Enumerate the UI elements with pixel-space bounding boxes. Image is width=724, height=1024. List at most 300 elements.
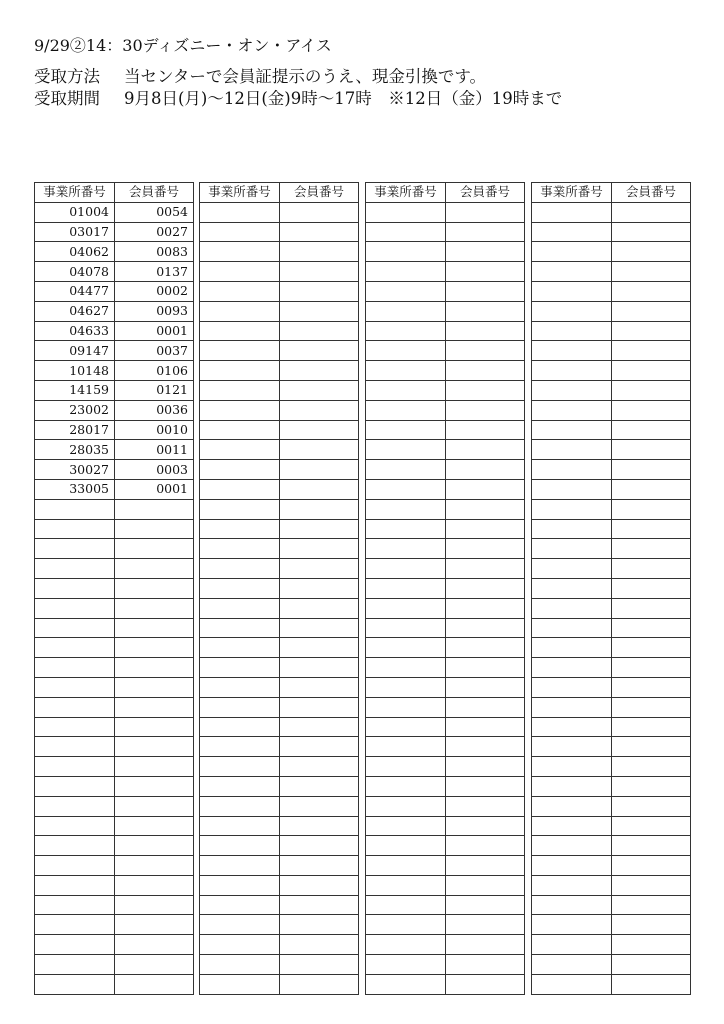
office-number-cell — [35, 697, 115, 717]
office-number-cell — [35, 955, 115, 975]
office-number-cell — [366, 816, 446, 836]
office-number-cell — [35, 796, 115, 816]
table-row — [532, 499, 691, 519]
office-number-cell — [200, 420, 280, 440]
table-row — [366, 915, 525, 935]
office-number-cell — [35, 737, 115, 757]
member-number-cell — [446, 618, 525, 638]
office-number-cell — [532, 974, 612, 994]
office-number-cell — [200, 539, 280, 559]
table-row — [366, 598, 525, 618]
table-row — [532, 321, 691, 341]
member-number-cell — [612, 717, 691, 737]
office-number-cell — [366, 559, 446, 579]
member-number-cell — [446, 341, 525, 361]
table-row — [366, 281, 525, 301]
office-number-header: 事業所番号 — [35, 183, 115, 203]
member-number-cell — [446, 262, 525, 282]
office-number-cell — [532, 321, 612, 341]
member-number-cell — [446, 420, 525, 440]
member-number-cell — [115, 578, 194, 598]
office-number-cell — [200, 895, 280, 915]
table-row — [200, 420, 359, 440]
table-row — [366, 677, 525, 697]
office-number-cell — [532, 400, 612, 420]
table-row — [366, 361, 525, 381]
table-row — [366, 776, 525, 796]
office-number-cell — [200, 578, 280, 598]
member-number-cell — [280, 836, 359, 856]
table-row — [366, 499, 525, 519]
office-number-cell — [200, 677, 280, 697]
office-number-cell — [532, 202, 612, 222]
table-row — [532, 341, 691, 361]
office-number-cell: 30027 — [35, 460, 115, 480]
office-number-cell — [200, 341, 280, 361]
office-number-cell — [532, 658, 612, 678]
member-number-cell — [446, 519, 525, 539]
table-row — [200, 400, 359, 420]
member-number-cell — [612, 361, 691, 381]
office-number-cell — [532, 519, 612, 539]
member-number-cell — [446, 479, 525, 499]
member-number-cell — [115, 598, 194, 618]
table-row — [35, 875, 194, 895]
table-row — [366, 222, 525, 242]
office-number-cell — [200, 935, 280, 955]
member-table-1 — [34, 182, 194, 995]
member-number-cell — [446, 697, 525, 717]
member-number-cell — [612, 578, 691, 598]
table-row — [200, 321, 359, 341]
table-row — [200, 935, 359, 955]
receipt-period-line — [34, 88, 704, 110]
office-number-header: 事業所番号 — [200, 183, 280, 203]
member-number-cell — [612, 499, 691, 519]
table-row — [200, 875, 359, 895]
table-row — [532, 796, 691, 816]
office-number-cell — [532, 281, 612, 301]
table-row — [200, 974, 359, 994]
office-number-cell — [200, 638, 280, 658]
table-row — [35, 262, 194, 282]
table-row — [532, 974, 691, 994]
member-number-cell — [446, 499, 525, 519]
office-number-cell — [35, 915, 115, 935]
table-row — [35, 915, 194, 935]
member-number-cell: 0002 — [115, 281, 194, 301]
office-number-cell — [366, 242, 446, 262]
member-number-cell — [446, 578, 525, 598]
office-number-cell — [532, 895, 612, 915]
office-number-cell — [200, 776, 280, 796]
table-row — [200, 658, 359, 678]
table-row — [532, 400, 691, 420]
member-number-cell — [280, 638, 359, 658]
table-row — [35, 479, 194, 499]
table-row — [35, 955, 194, 975]
receipt-method-value: 当センターで会員証提示のうえ、現金引換です。 — [124, 67, 487, 86]
table-row — [532, 301, 691, 321]
office-number-cell: 03017 — [35, 222, 115, 242]
member-number-cell — [280, 341, 359, 361]
member-number-cell — [280, 757, 359, 777]
member-number-cell — [446, 875, 525, 895]
table-row — [366, 400, 525, 420]
office-number-cell — [35, 559, 115, 579]
member-number-cell — [612, 281, 691, 301]
office-number-cell — [200, 440, 280, 460]
table-row — [35, 677, 194, 697]
member-number-cell — [612, 380, 691, 400]
table-row — [366, 321, 525, 341]
table-row — [200, 440, 359, 460]
table-row — [366, 539, 525, 559]
member-number-cell — [280, 737, 359, 757]
member-number-cell — [280, 875, 359, 895]
table-row — [366, 440, 525, 460]
office-number-cell — [200, 856, 280, 876]
office-number-cell — [35, 717, 115, 737]
member-number-cell — [446, 281, 525, 301]
table-row — [532, 697, 691, 717]
office-number-cell — [35, 836, 115, 856]
table-row — [35, 499, 194, 519]
member-number-cell: 0001 — [115, 321, 194, 341]
member-number-cell — [446, 935, 525, 955]
receipt-method-line — [34, 66, 704, 88]
office-number-cell — [35, 935, 115, 955]
member-number-cell — [612, 262, 691, 282]
member-number-cell — [115, 895, 194, 915]
member-number-cell — [280, 578, 359, 598]
member-number-cell — [115, 796, 194, 816]
office-number-cell — [200, 737, 280, 757]
office-number-cell — [532, 836, 612, 856]
member-number-cell — [446, 539, 525, 559]
office-number-cell: 04477 — [35, 281, 115, 301]
office-number-cell — [532, 935, 612, 955]
office-number-cell — [35, 895, 115, 915]
office-number-cell — [200, 816, 280, 836]
office-number-cell — [532, 816, 612, 836]
table-row — [532, 638, 691, 658]
table-row — [35, 440, 194, 460]
office-number-cell — [532, 479, 612, 499]
table-row — [35, 361, 194, 381]
member-number-cell: 0003 — [115, 460, 194, 480]
member-number-cell — [446, 559, 525, 579]
table-row — [366, 638, 525, 658]
table-row — [532, 717, 691, 737]
member-number-cell — [280, 499, 359, 519]
table-row — [35, 242, 194, 262]
office-number-cell — [366, 658, 446, 678]
table-row — [366, 380, 525, 400]
member-number-cell — [612, 757, 691, 777]
table-row — [35, 836, 194, 856]
office-number-cell — [532, 757, 612, 777]
member-number-cell — [280, 202, 359, 222]
table-row — [532, 598, 691, 618]
table-row — [35, 935, 194, 955]
member-number-cell — [115, 519, 194, 539]
member-number-cell — [612, 856, 691, 876]
office-number-cell: 33005 — [35, 479, 115, 499]
office-number-cell: 04078 — [35, 262, 115, 282]
table-row — [35, 697, 194, 717]
member-number-cell — [612, 915, 691, 935]
office-number-cell — [532, 796, 612, 816]
office-number-cell — [200, 222, 280, 242]
table-row — [35, 222, 194, 242]
office-number-cell — [532, 420, 612, 440]
office-number-cell — [366, 479, 446, 499]
member-number-cell — [612, 816, 691, 836]
office-number-cell: 09147 — [35, 341, 115, 361]
member-number-cell: 0121 — [115, 380, 194, 400]
member-number-cell — [280, 915, 359, 935]
office-number-cell — [35, 598, 115, 618]
table-row — [200, 895, 359, 915]
member-number-cell: 0083 — [115, 242, 194, 262]
table-row — [35, 816, 194, 836]
member-number-cell — [115, 717, 194, 737]
table-row — [366, 935, 525, 955]
office-number-cell — [366, 895, 446, 915]
table-row — [366, 974, 525, 994]
member-number-cell — [446, 598, 525, 618]
office-number-cell — [35, 816, 115, 836]
member-number-header: 会員番号 — [446, 183, 525, 203]
table-row — [366, 757, 525, 777]
office-number-cell: 23002 — [35, 400, 115, 420]
table-row — [35, 202, 194, 222]
office-number-cell: 01004 — [35, 202, 115, 222]
member-number-cell — [280, 717, 359, 737]
member-number-cell — [115, 856, 194, 876]
table-header-row — [366, 183, 525, 203]
member-number-cell — [612, 479, 691, 499]
member-number-cell — [115, 915, 194, 935]
member-number-cell — [446, 321, 525, 341]
table-row — [532, 776, 691, 796]
office-number-cell — [200, 380, 280, 400]
member-number-cell — [446, 955, 525, 975]
table-row — [200, 757, 359, 777]
office-number-cell — [35, 539, 115, 559]
office-number-cell — [366, 380, 446, 400]
member-number-cell — [446, 915, 525, 935]
table-row — [35, 598, 194, 618]
office-number-header: 事業所番号 — [532, 183, 612, 203]
office-number-cell — [532, 440, 612, 460]
table-row — [532, 460, 691, 480]
office-number-cell — [366, 420, 446, 440]
office-number-cell — [366, 578, 446, 598]
office-number-cell — [200, 479, 280, 499]
table-row — [532, 955, 691, 975]
member-number-cell — [115, 658, 194, 678]
office-number-cell — [35, 519, 115, 539]
member-number-cell — [612, 202, 691, 222]
table-row — [200, 856, 359, 876]
office-number-cell — [200, 361, 280, 381]
table-row — [366, 202, 525, 222]
table-row — [200, 460, 359, 480]
table-row — [532, 757, 691, 777]
member-number-cell: 0093 — [115, 301, 194, 321]
office-number-cell — [532, 460, 612, 480]
office-number-cell — [200, 499, 280, 519]
table-row — [200, 380, 359, 400]
table-row — [366, 875, 525, 895]
member-table-2 — [199, 182, 359, 995]
member-number-cell — [280, 479, 359, 499]
office-number-cell — [366, 598, 446, 618]
table-row — [532, 539, 691, 559]
member-number-cell — [612, 242, 691, 262]
office-number-cell — [532, 915, 612, 935]
office-number-cell — [200, 400, 280, 420]
office-number-cell — [366, 757, 446, 777]
office-number-cell — [532, 380, 612, 400]
member-number-cell — [115, 559, 194, 579]
member-number-cell — [446, 638, 525, 658]
table-row — [35, 380, 194, 400]
member-number-header: 会員番号 — [280, 183, 359, 203]
office-number-cell — [200, 460, 280, 480]
office-number-cell — [366, 519, 446, 539]
member-number-cell — [280, 935, 359, 955]
table-row — [35, 658, 194, 678]
office-number-cell — [35, 757, 115, 777]
office-number-cell — [366, 361, 446, 381]
table-row — [200, 638, 359, 658]
office-number-cell — [366, 737, 446, 757]
table-row — [200, 361, 359, 381]
member-number-cell — [115, 757, 194, 777]
table-row — [366, 420, 525, 440]
office-number-cell: 04633 — [35, 321, 115, 341]
member-number-cell — [612, 974, 691, 994]
table-row — [532, 895, 691, 915]
member-number-cell — [612, 796, 691, 816]
receipt-period-label: 受取期間 — [34, 89, 100, 108]
office-number-cell — [532, 262, 612, 282]
office-number-cell — [366, 460, 446, 480]
member-number-cell — [612, 737, 691, 757]
table-row — [35, 737, 194, 757]
member-number-cell — [115, 935, 194, 955]
office-number-cell: 04627 — [35, 301, 115, 321]
member-number-cell — [280, 559, 359, 579]
member-number-cell: 0054 — [115, 202, 194, 222]
table-row — [35, 301, 194, 321]
office-number-cell — [200, 836, 280, 856]
table-row — [200, 776, 359, 796]
table-row — [35, 519, 194, 539]
table-row — [35, 776, 194, 796]
table-row — [200, 618, 359, 638]
table-row — [200, 955, 359, 975]
table-row — [532, 242, 691, 262]
member-number-cell — [612, 638, 691, 658]
member-number-cell — [612, 222, 691, 242]
member-number-cell — [115, 697, 194, 717]
office-number-cell — [200, 321, 280, 341]
member-number-cell — [280, 796, 359, 816]
member-number-cell — [280, 519, 359, 539]
table-row — [532, 875, 691, 895]
table-row — [200, 539, 359, 559]
table-row — [200, 242, 359, 262]
table-row — [532, 281, 691, 301]
member-number-cell — [280, 856, 359, 876]
office-number-cell — [35, 776, 115, 796]
table-row — [35, 757, 194, 777]
member-number-cell — [612, 658, 691, 678]
table-row — [366, 578, 525, 598]
member-number-cell — [280, 697, 359, 717]
member-number-cell — [115, 974, 194, 994]
office-number-cell — [366, 697, 446, 717]
table-row — [532, 262, 691, 282]
member-number-cell — [280, 974, 359, 994]
member-table-3 — [365, 182, 525, 995]
office-number-cell — [200, 519, 280, 539]
member-number-cell — [280, 677, 359, 697]
member-number-cell — [280, 222, 359, 242]
table-row — [532, 380, 691, 400]
table-row — [532, 856, 691, 876]
member-number-cell — [280, 420, 359, 440]
table-row — [532, 420, 691, 440]
member-number-cell — [612, 519, 691, 539]
member-number-cell — [280, 262, 359, 282]
member-number-cell — [612, 460, 691, 480]
table-row — [532, 935, 691, 955]
table-row — [532, 737, 691, 757]
member-number-cell — [115, 499, 194, 519]
office-number-cell — [35, 638, 115, 658]
office-number-cell — [366, 499, 446, 519]
office-number-cell — [200, 658, 280, 678]
table-row — [200, 301, 359, 321]
member-number-cell — [280, 539, 359, 559]
member-number-header: 会員番号 — [115, 183, 194, 203]
table-row — [532, 658, 691, 678]
member-number-cell — [612, 539, 691, 559]
member-number-cell — [612, 341, 691, 361]
office-number-header: 事業所番号 — [366, 183, 446, 203]
member-number-cell — [280, 321, 359, 341]
office-number-cell — [532, 301, 612, 321]
office-number-cell — [532, 856, 612, 876]
member-number-cell — [115, 638, 194, 658]
member-number-cell — [280, 658, 359, 678]
member-number-cell — [612, 420, 691, 440]
table-row — [200, 677, 359, 697]
table-row — [35, 460, 194, 480]
office-number-cell — [35, 875, 115, 895]
member-number-cell — [612, 598, 691, 618]
member-number-cell — [612, 618, 691, 638]
table-row — [35, 420, 194, 440]
office-number-cell — [200, 875, 280, 895]
office-number-cell — [366, 836, 446, 856]
table-row — [35, 559, 194, 579]
